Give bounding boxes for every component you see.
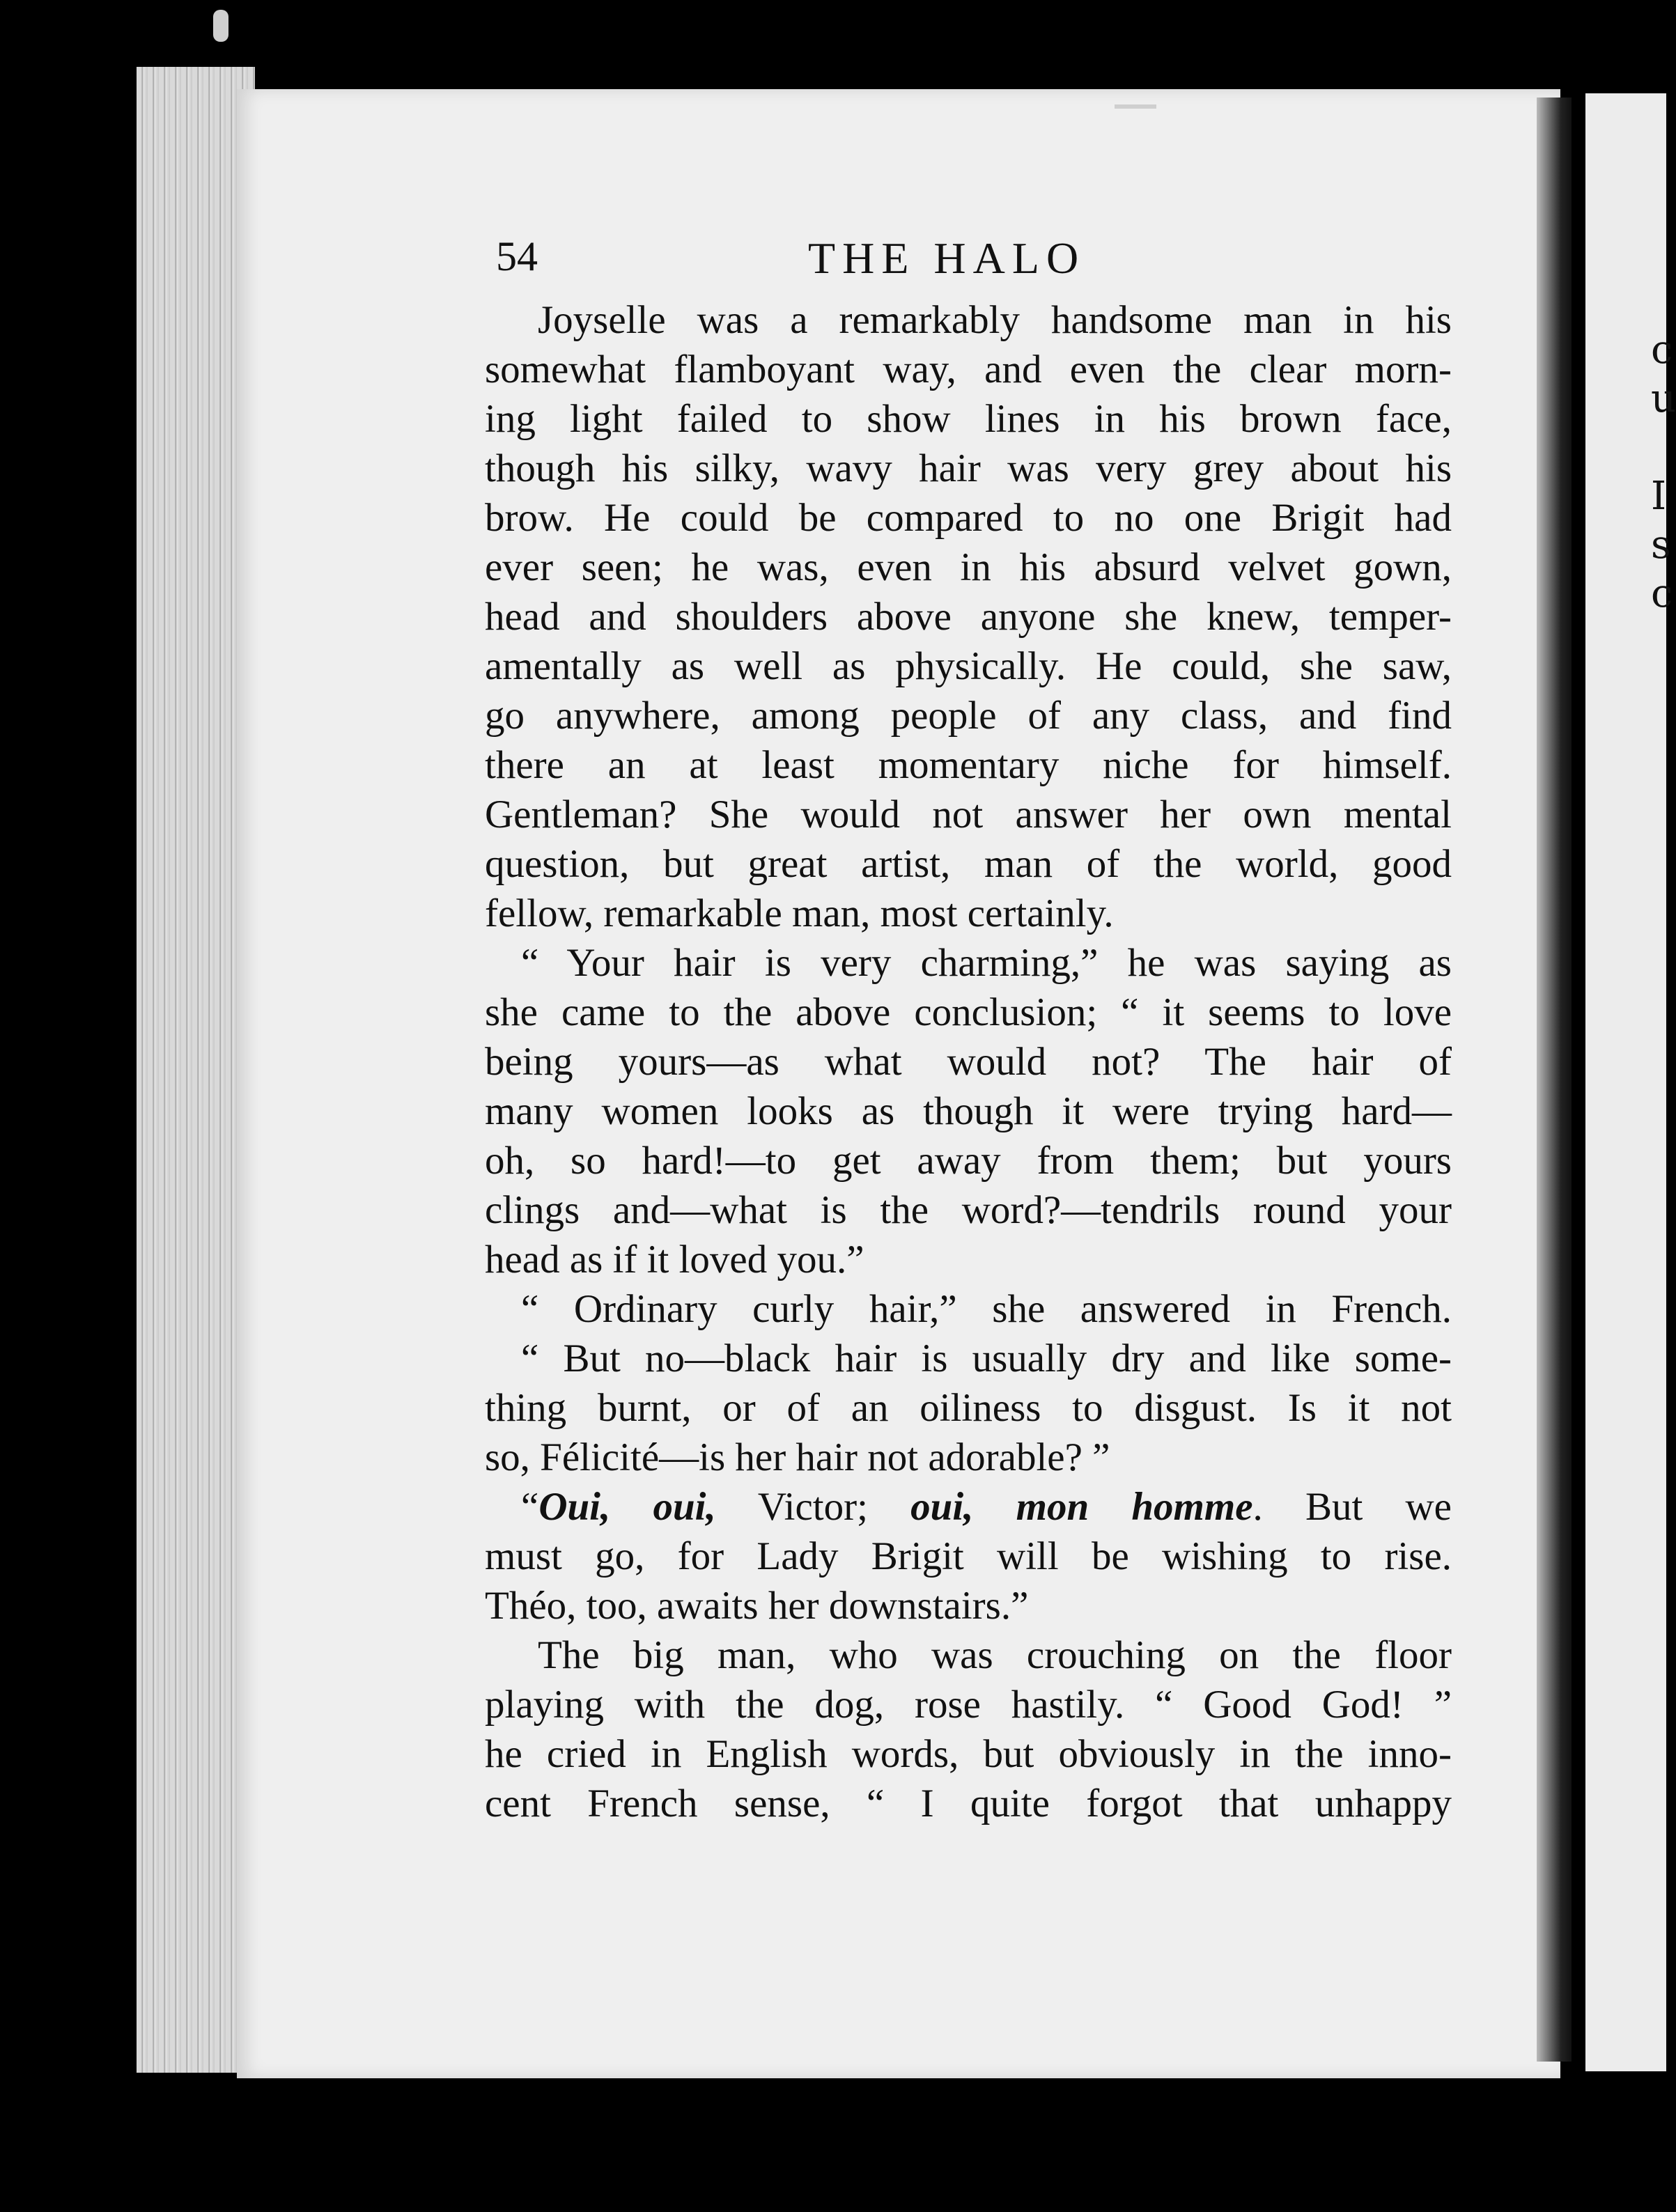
text-line: amentally as well as physically. He could, she saw, (485, 644, 1452, 688)
text-line: “ Your hair is very charming,” he was saying as (521, 941, 1452, 985)
text-line: there an at least momentary niche for himself. (485, 743, 1452, 787)
text-line: he cried in English words, but obviously in the inno- (485, 1732, 1452, 1776)
page-number: 54 (496, 233, 538, 279)
text-line: many women looks as though it were trying hard— (485, 1089, 1452, 1133)
text-line: so, Félicité—is her hair not adorable? ” (485, 1435, 1110, 1479)
italic-oui-mon-homme: oui, mon homme (910, 1485, 1253, 1529)
italic-quote: “ (521, 1485, 539, 1529)
line-tail: . But we (1252, 1485, 1452, 1529)
text-line: fellow, remarkable man, most certainly. (485, 891, 1114, 935)
text-line: Joyselle was a remarkably handsome man in his (538, 298, 1452, 342)
facing-page-char: s (1651, 522, 1671, 568)
text-line: head as if it loved you.” (485, 1238, 864, 1282)
text-line: question, but great artist, man of the world, good (485, 842, 1452, 886)
text-line: ever seen; he was, even in his absurd velvet gown, (485, 545, 1452, 589)
facing-page-char: u (1651, 376, 1676, 421)
text-line: she came to the above conclusion; “ it seems to love (485, 990, 1452, 1034)
text-line: Théo, too, awaits her downstairs.” (485, 1584, 1029, 1628)
text-line (485, 1482, 1452, 1532)
text-line: thing burnt, or of an oiliness to disgust. Is it not (485, 1386, 1452, 1430)
text-line: Gentleman? She would not answer her own mental (485, 793, 1452, 836)
text-line: playing with the dog, rose hastily. “ Good God! ” (485, 1683, 1452, 1727)
facing-page-char: I (1651, 474, 1667, 519)
text-line: The big man, who was crouching on the floor (538, 1633, 1452, 1677)
text-line: head and shoulders above anyone she knew, temper- (485, 595, 1452, 639)
text-line: brow. He could be compared to no one Brigit had (485, 496, 1452, 540)
italic-oui-oui: Oui, oui, (538, 1485, 716, 1529)
text-line: though his silky, wavy hair was very grey about his (485, 446, 1452, 490)
text-line: “ But no—black hair is usually dry and like some- (521, 1337, 1452, 1380)
facing-page-char: c (1651, 571, 1673, 616)
text-line: oh, so hard!—to get away from them; but yours (485, 1139, 1452, 1183)
text-line: cent French sense, “ I quite forgot that unhappy (485, 1782, 1452, 1825)
spine-shadow (1537, 98, 1572, 2062)
facing-page-char: c (1651, 327, 1673, 373)
body-text (485, 295, 1452, 1828)
text-line: “ Ordinary curly hair,” she answered in French. (521, 1287, 1452, 1331)
text-line: being yours—as what would not? The hair of (485, 1040, 1452, 1084)
scan-dust (213, 10, 228, 42)
running-title: THE HALO (808, 233, 1086, 283)
page-header (496, 233, 1471, 288)
text-line: clings and—what is the word?—tendrils round your (485, 1188, 1452, 1232)
victor-text: Victor; (715, 1485, 911, 1529)
text-line: must go, for Lady Brigit will be wishing to rise. (485, 1534, 1452, 1578)
scan-dust (1115, 104, 1156, 109)
text-line: go anywhere, among people of any class, and find (485, 694, 1452, 738)
text-line: ing light failed to show lines in his brown face, (485, 397, 1452, 441)
text-line: somewhat flamboyant way, and even the clear morn- (485, 348, 1452, 391)
